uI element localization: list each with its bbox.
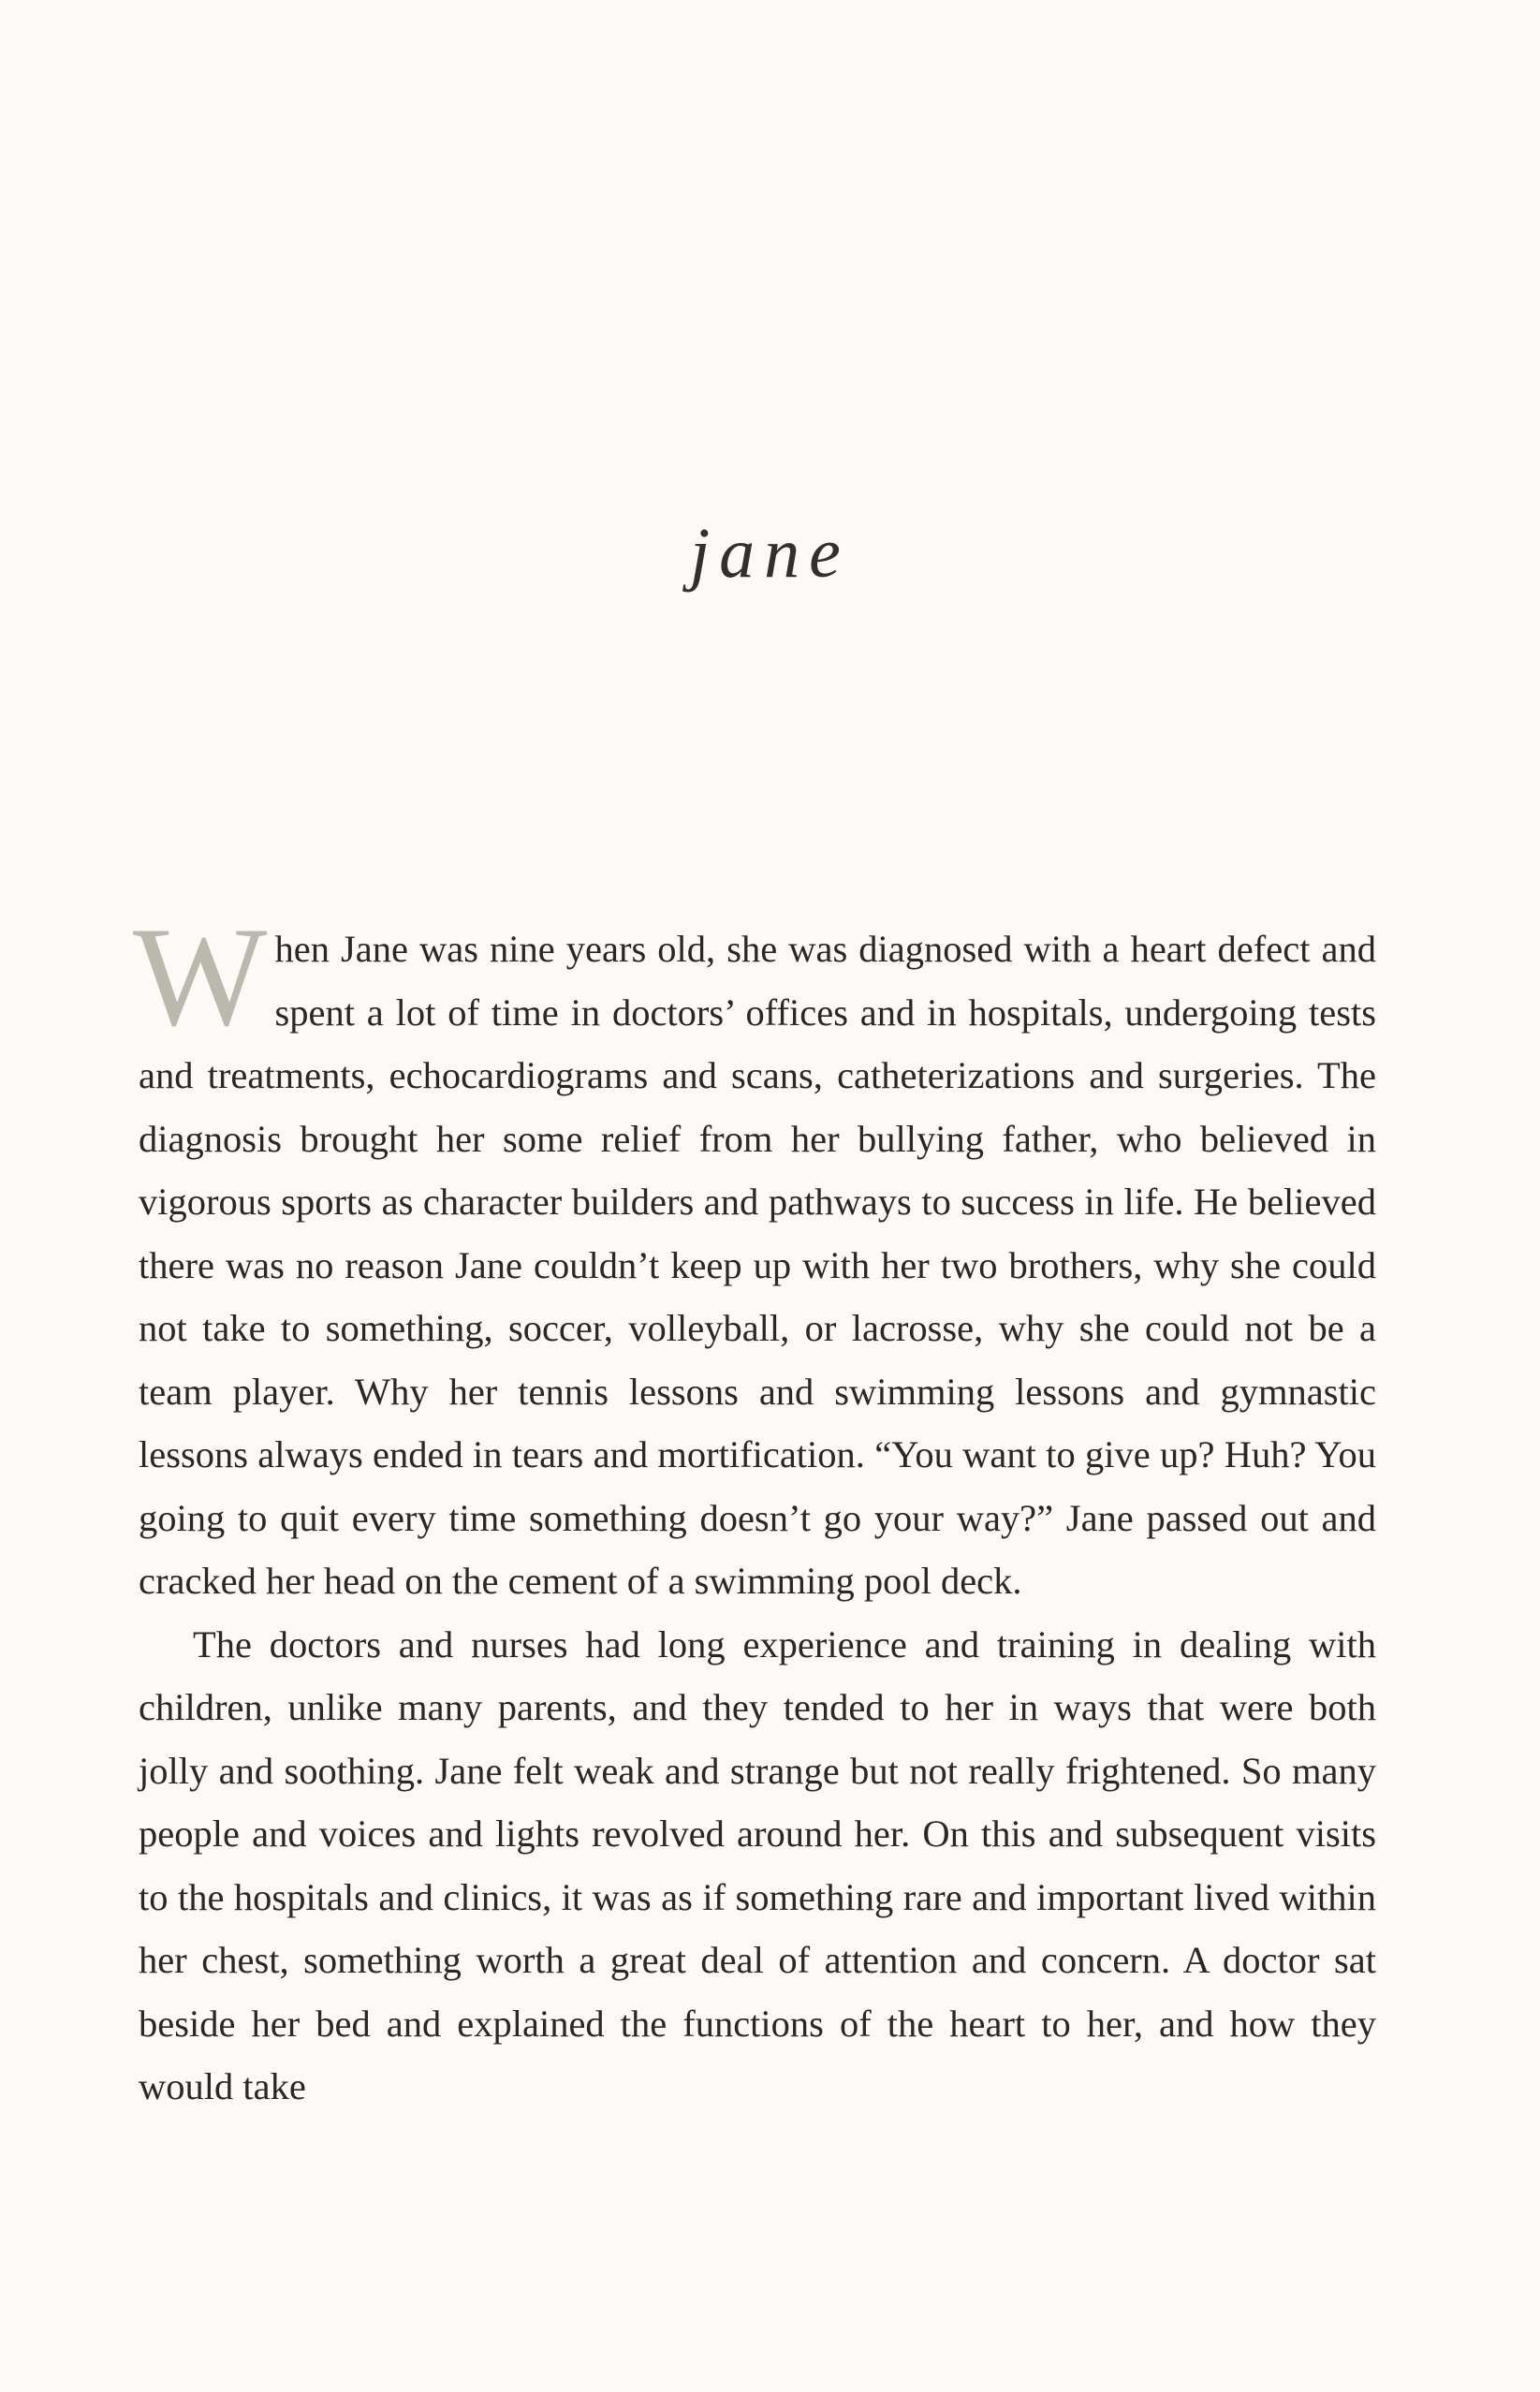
chapter-body xyxy=(133,898,1376,2119)
paragraph-1 xyxy=(133,898,1376,1613)
chapter-title: jane xyxy=(690,514,850,593)
drop-cap: W xyxy=(133,898,262,1055)
paragraph-2: The doctors and nurses had long experience and training in dealing with children, unlike many parents, and they tended to her in ways that were both jolly and soothing. Jane felt weak and strange but not really frightened. So many people and voices and lights revolved around her. On this and subsequent visits to the hospitals and clinics, it was as if something rare and important lived within her chest, something worth a great deal of attention and concern. A doctor sat beside her bed and explained the functions of the heart to her, and how they would take xyxy=(139,1622,1376,2107)
paragraph-1-text: hen Jane was nine years old, she was diagnosed with a heart defect and spent a lot of time in doctors’ offices and in hospitals, undergoing tests and treatments, echocardiograms and scans, catheterizations and surgeries. The diagnosis brought her some relief from her bullying father, who believed in vigorous sports as character builders and pathways to success in life. He believed there was no reason Jane couldn’t keep up with her two brothers, why she could not take to something, soccer, volleyball, or lacrosse, why she could not be a team player. Why her tennis lessons and swimming lessons and gymnastic lessons always ended in tears and mortification. “You want to give up? Huh? You going to quit every time something doesn’t go your way?” Jane passed out and cracked her head on the cement of a swimming pool deck. xyxy=(139,928,1376,1602)
